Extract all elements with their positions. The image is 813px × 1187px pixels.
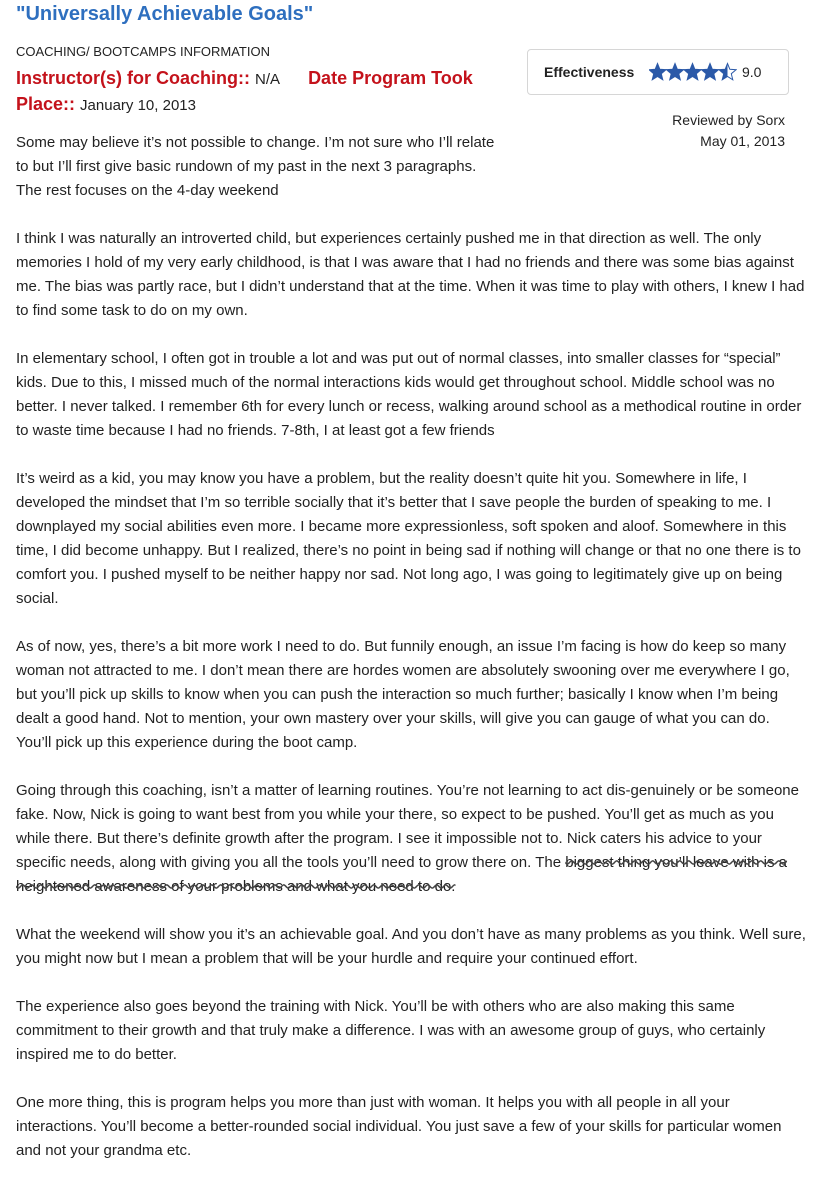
review-title: "Universally Achievable Goals" [16, 3, 314, 25]
body-paragraph: I think I was naturally an introverted child, but experiences certainly pushed me in that direction as well. The only memories I hold of my very early childhood, is that I was aware that I had no friends and there was some bias against me. The bias was partly race, but I didn’t understand that at the time. When it was time to play with others, I knew I had to find some task to do on my own. [16, 230, 805, 319]
rating-value: 9.0 [742, 64, 762, 80]
instructor-label: Instructor(s) for Coaching:: [16, 68, 250, 88]
coaching-text: Going through this coaching, isn’t a matter of learning routines. You’re not learning to act dis-genuinely or be someone fake. Now, Nick is going to want best from you while your there, so expect to be pushed. You’ll get as much as you while there. But there’s definite growth after the program. I see it impossible not to. Nick caters his advice to your specific needs, along with giving you all the tools you’ll need to grow there on. The [16, 782, 799, 871]
reviewer-name: Reviewed by Sorx [672, 112, 785, 128]
coaching-struck-text: biggest thing you’ll leave with is a heightened awareness of your problems and what you need to do. [16, 854, 788, 895]
date-value: January 10, 2013 [80, 97, 196, 114]
review-date: May 01, 2013 [700, 133, 785, 149]
intro-paragraph: Some may believe it’s not possible to change. I’m not sure who I’ll relate to but I’ll first give basic rundown of my past in the next 3 paragraphs. The rest focuses on the 4-day weekend [16, 134, 495, 199]
review-category: COACHING/ BOOTCAMPS INFORMATION [16, 44, 270, 59]
body-paragraph: In elementary school, I often got in trouble a lot and was put out of normal classes, into smaller classes for “special” kids. Due to this, I missed much of the normal interactions kids would get throughout school. Middle school was no better. I never talked. I remember 6th for every lunch or recess, walking around school as a methodical routine in order to waste time because I had no friends. 7-8th, I at least got a few friends [16, 350, 802, 439]
star-icon [649, 64, 666, 80]
body-paragraph: As of now, yes, there’s a bit more work I need to do. But funnily enough, an issue I’m facing is how do keep so many woman not attracted to me. I don’t mean there are hordes women are absolutely swooning over me everywhere I go, but you’ll pick up skills to know when you can push the interaction so much further; basically I know when I’m being dealt a good hand. Not to mention, your own mastery over your skills, will give you can gauge of what you can do. You’ll pick up this experience during the boot camp. [16, 638, 790, 751]
star-icon [701, 64, 718, 80]
program-meta [16, 66, 496, 118]
date-label: Date Program Took Place:: [16, 68, 473, 114]
star-icon [719, 64, 736, 80]
body-paragraph: It’s weird as a kid, you may know you have a problem, but the reality doesn’t quite hit you. Somewhere in life, I developed the mindset that I’m so terrible socially that it’s better that I save people the burden of speaking to me. I downplayed my social abilities even more. I became more expressionless, soft spoken and aloof. Somewhere in this time, I did become unhappy. But I realized, there’s no point in being sad if nothing will change or that no one there is to comfort you. I pushed myself to be neither happy nor sad. Not long ago, I was going to legitimately give up on being social. [16, 470, 801, 607]
body-paragraph: What the weekend will show you it’s an achievable goal. And you don’t have as many problems as you think. Well sure, you might now but I mean a problem that will be your hurdle and require your continued effort. [16, 926, 806, 967]
body-paragraph: The experience also goes beyond the training with Nick. You’ll be with others who are also making this same commitment to their growth and that truly make a difference. I was with an awesome group of guys, who certainly inspired me to do better. [16, 998, 766, 1063]
body-paragraph: One more thing, this is program helps you more than just with woman. It helps you with all people in all your interactions. You’ll become a better-rounded social individual. You just save a few of your skills for particular women and not your grandma etc. [16, 1094, 782, 1159]
star-icon [666, 64, 683, 80]
rating-label: Effectiveness [544, 64, 635, 80]
reviewer-info [672, 110, 785, 152]
rating-box [527, 49, 789, 95]
star-icon [684, 64, 701, 80]
review-body [16, 227, 806, 1187]
body-paragraph-coaching [16, 779, 806, 899]
rating-stars [649, 62, 737, 82]
instructor-value: N/A [255, 71, 281, 88]
